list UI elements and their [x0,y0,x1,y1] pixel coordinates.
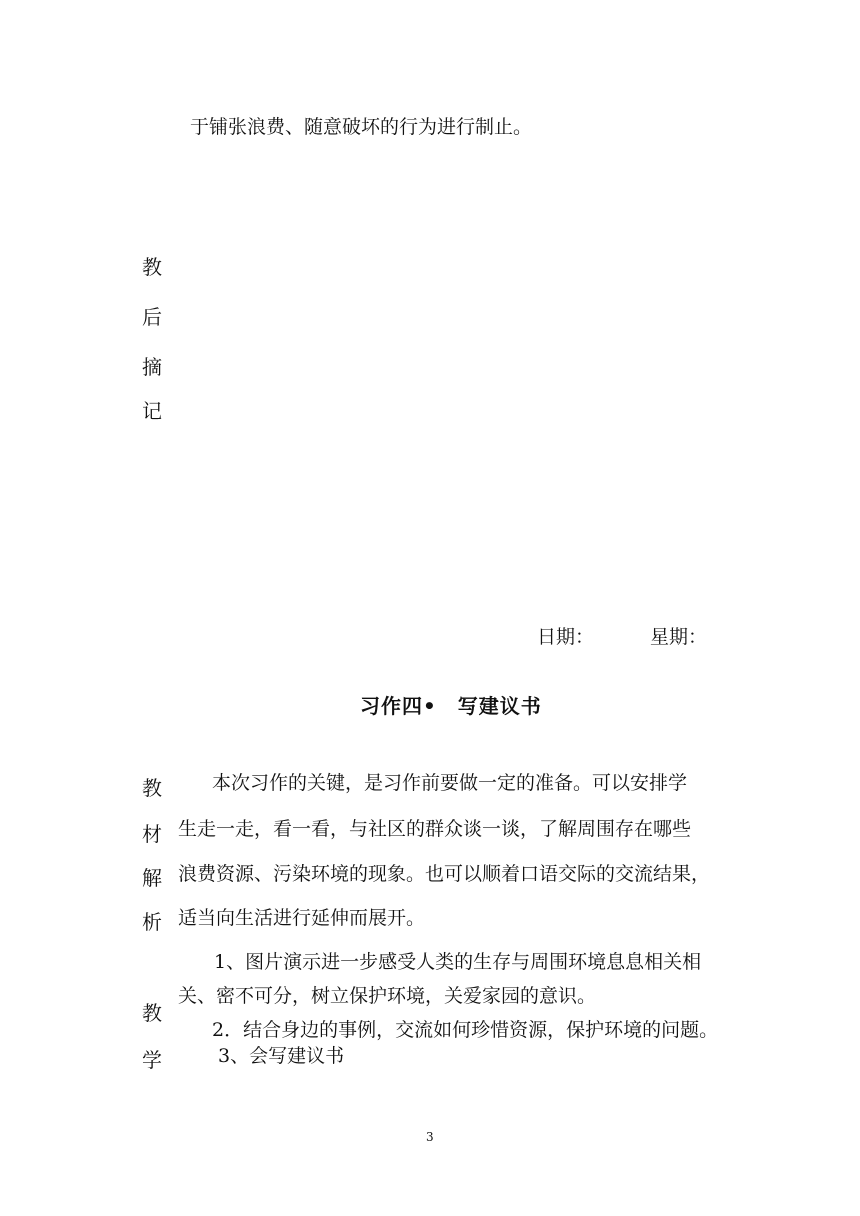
analysis-label-char: 教 [142,776,162,800]
analysis-label-char: 材 [142,822,162,846]
goal-line: 1、图片演示进一步感受人类的生存与周围环境息息相关相 [214,951,702,973]
postscript-label-char: 摘 [142,355,162,379]
analysis-line: 浪费资源、污染环境的现象。也可以顺着口语交际的交流结果， [178,863,711,885]
page-number: 3 [426,1130,434,1144]
continued-text-line: 于铺张浪费、随意破坏的行为进行制止。 [190,116,533,138]
analysis-label-char: 解 [142,866,162,890]
date-label: 日期： [537,626,595,648]
postscript-label-char: 后 [142,305,162,329]
postscript-label-char: 记 [142,399,162,423]
goal-line: 关、密不可分，树立保护环境，关爱家园的意识。 [178,985,597,1007]
analysis-line: 生走一走，看一看，与社区的群众谈一谈，了解周围存在哪些 [178,818,692,840]
goal-line: 3、会写建议书 [218,1045,345,1067]
postscript-label-char: 教 [142,255,162,279]
lesson-title: 习作四• 写建议书 [360,694,542,718]
goal-line: 2．结合身边的事例，交流如何珍惜资源，保护环境的问题。 [212,1019,719,1041]
analysis-line: 本次习作的关键，是习作前要做一定的准备。可以安排学 [212,772,688,794]
analysis-label-char: 析 [142,910,162,934]
analysis-line: 适当向生活进行延伸而展开。 [178,907,426,929]
weekday-label: 星期： [650,626,708,648]
goals-label-char: 教 [142,1001,162,1025]
goals-label-char: 学 [142,1048,162,1072]
